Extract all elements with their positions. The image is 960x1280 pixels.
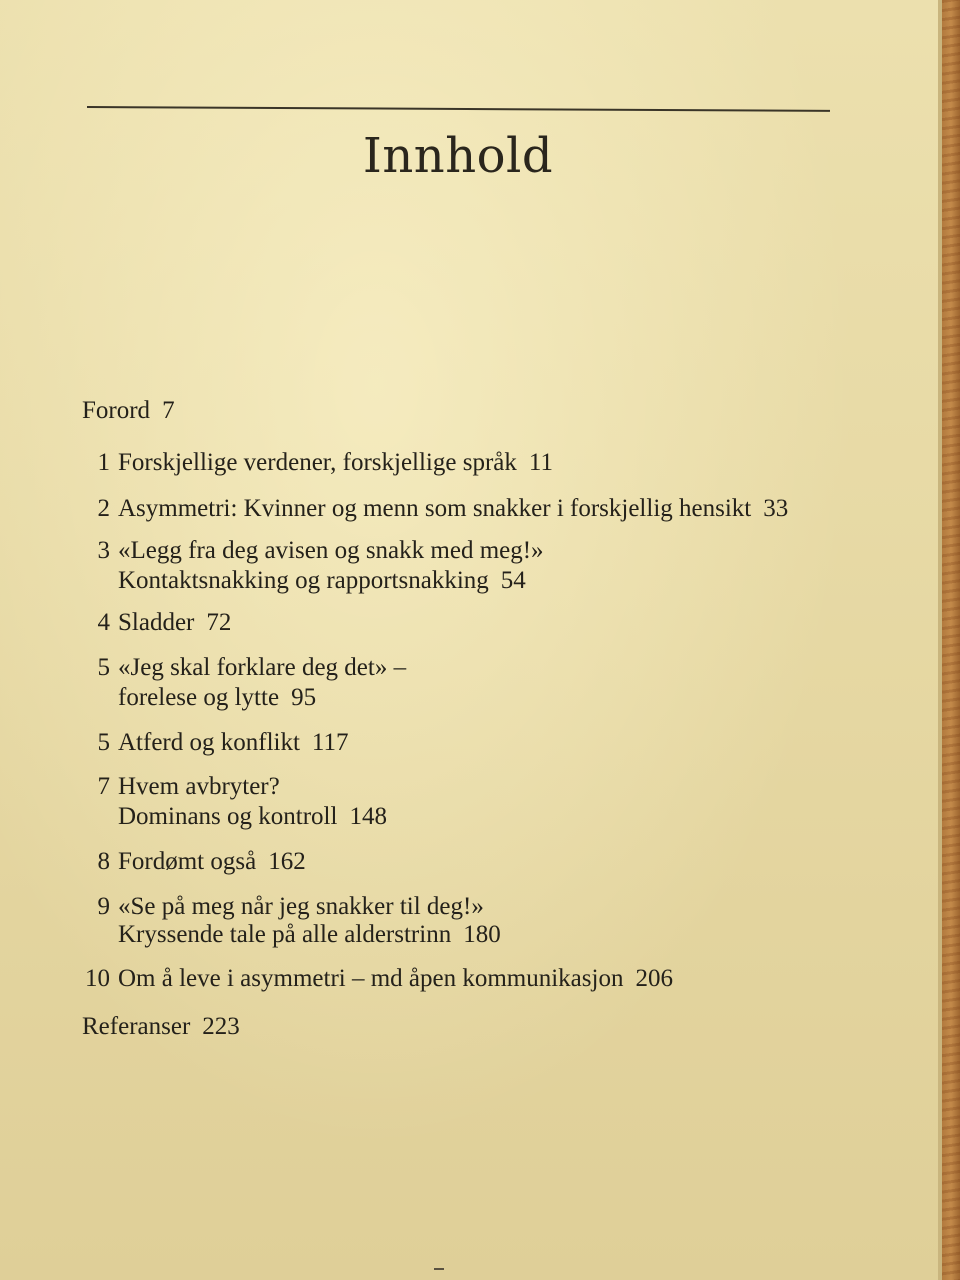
chapter-number: 8: [97, 848, 110, 875]
toc-entry-title: forelese og lytte: [118, 684, 280, 711]
toc-entry-referanser: [82, 1012, 240, 1042]
table-surface: [942, 0, 960, 1280]
toc-entry-page: 162: [268, 848, 306, 875]
chapter-number: 1: [97, 449, 110, 476]
toc-entry-page: 206: [635, 965, 673, 992]
toc-entry-title: Fordømt også: [118, 848, 257, 875]
page-mark: [434, 1268, 444, 1270]
toc-entry-page: 117: [311, 729, 349, 756]
toc-entry-title: Om å leve i asymmetri – md åpen kommunikasjon: [118, 965, 624, 992]
toc-entry-title: Kryssende tale på alle alderstrinn: [118, 921, 452, 948]
toc-entry-page: 33: [763, 495, 789, 522]
toc-entry-title: Forord: [82, 397, 151, 424]
chapter-number: 5: [97, 729, 110, 756]
toc-entry-page: 7: [162, 397, 175, 424]
toc-entry-title: Dominans og kontroll: [118, 803, 338, 830]
toc-entry-page: 95: [291, 684, 317, 711]
toc-entry-page: 54: [500, 567, 526, 594]
toc-entry-title: Referanser: [82, 1013, 191, 1040]
toc-entry-page: 148: [349, 803, 387, 830]
toc-entry-page: 223: [202, 1013, 240, 1040]
toc-entry: [118, 847, 306, 877]
toc-entry: [118, 728, 349, 758]
toc-entry-forord: [82, 396, 175, 426]
toc-entry: [118, 494, 788, 524]
toc-entry-title: Asymmetri: Kvinner og menn som snakker i forskjellig hensikt: [118, 495, 752, 522]
toc-entry-line: «Jeg skal forklare deg det» –: [118, 654, 407, 681]
page-title: Innhold: [362, 128, 554, 184]
toc-entry: [118, 964, 673, 994]
toc-entry: [118, 683, 316, 713]
chapter-number: 3: [97, 537, 110, 564]
toc-entry-title: Kontaktsnakking og rapportsnakking: [118, 567, 489, 594]
chapter-number: 7: [97, 773, 110, 800]
toc-entry: [118, 566, 526, 596]
toc-entry: [118, 448, 553, 478]
toc-entry-page: 180: [463, 921, 501, 948]
chapter-number: 4: [97, 609, 110, 636]
toc-entry: [118, 920, 501, 950]
chapter-number: 5: [97, 654, 110, 681]
chapter-number: 2: [97, 495, 110, 522]
toc-entry-page: 72: [206, 609, 232, 636]
toc-entry-title: Forskjellige verdener, forskjellige språk: [118, 449, 517, 476]
chapter-number: 9: [97, 893, 110, 920]
toc-entry-line: «Legg fra deg avisen og snakk med meg!»: [118, 537, 544, 564]
toc-entry-page: 11: [528, 449, 553, 476]
toc-entry: [118, 608, 231, 638]
toc-entry-line: «Se på meg når jeg snakker til deg!»: [118, 893, 484, 920]
toc-entry-line: Hvem avbryter?: [118, 773, 280, 800]
toc-entry-title: Sladder: [118, 609, 195, 636]
toc-entry: [118, 802, 387, 832]
toc-entry-title: Atferd og konflikt: [118, 729, 300, 756]
chapter-number: 10: [85, 965, 110, 992]
